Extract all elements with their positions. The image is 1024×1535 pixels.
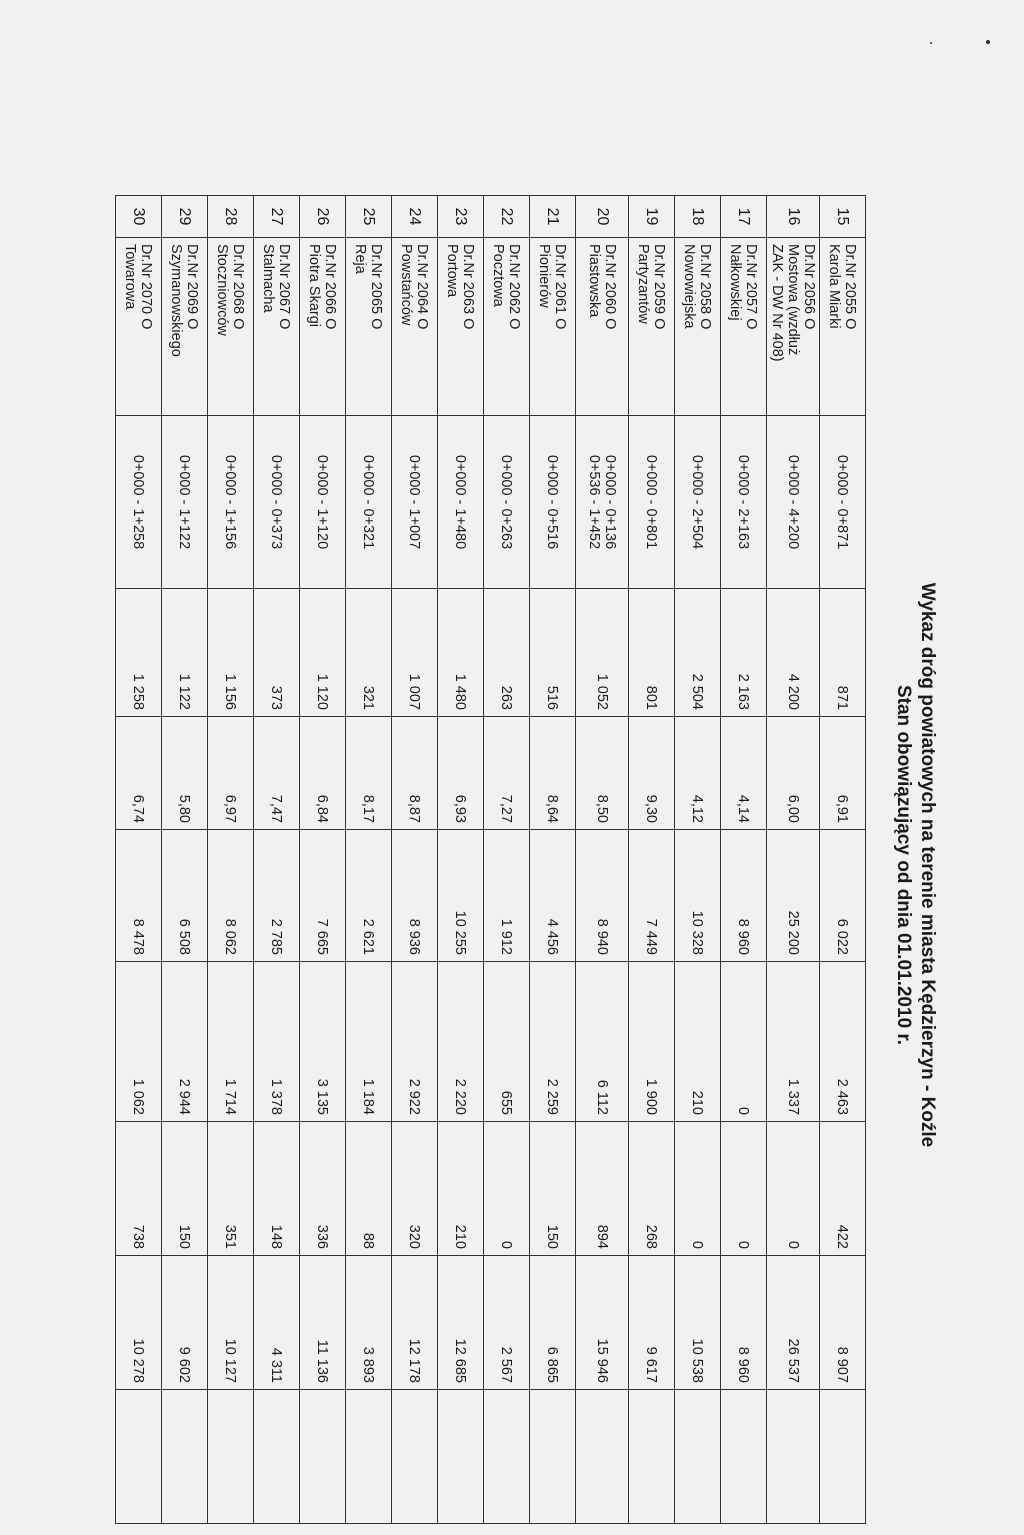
chainage-range: 0+000 - 0+321 xyxy=(360,454,377,550)
chainage-range: 0+000 - 1+156 xyxy=(222,454,239,550)
street-name: Mostowa (wzdłuż xyxy=(785,244,801,356)
chainage-range-cell xyxy=(438,416,484,589)
area-cell: 8 478 xyxy=(116,830,162,962)
chainage-range-cell xyxy=(208,416,254,589)
length-cell: 321 xyxy=(346,589,392,717)
chainage-range: 0+000 - 0+263 xyxy=(498,454,515,550)
road-number: Dr.Nr 2060 O xyxy=(602,244,618,330)
table-row xyxy=(346,196,392,1524)
chainage-range-cell xyxy=(629,416,675,589)
value-2-cell: 0 xyxy=(484,1122,530,1256)
road-number: Dr.Nr 2058 O xyxy=(697,244,714,330)
road-number: Dr.Nr 2056 O xyxy=(801,244,817,330)
width-cell: 4,14 xyxy=(721,717,767,830)
empty-cell xyxy=(820,1390,866,1524)
road-name-cell xyxy=(438,238,484,416)
width-cell: 8,17 xyxy=(346,717,392,830)
street-name: Powstańców xyxy=(398,244,415,326)
empty-cell xyxy=(721,1390,767,1524)
value-2-cell: 0 xyxy=(675,1122,721,1256)
value-2-cell: 0 xyxy=(721,1122,767,1256)
road-name-cell xyxy=(254,238,300,416)
street-name: Nowowiejska xyxy=(681,244,698,329)
road-name-cell xyxy=(721,238,767,416)
chainage-range-second: 0+536 - 1+452 xyxy=(586,454,602,550)
value-1-cell: 1 378 xyxy=(254,962,300,1122)
road-number: Dr.Nr 2063 O xyxy=(460,244,477,330)
road-name-cell xyxy=(162,238,208,416)
street-name: Partyzantów xyxy=(635,244,652,324)
value-1-cell: 210 xyxy=(675,962,721,1122)
road-name-cell xyxy=(767,238,820,416)
area-cell: 4 456 xyxy=(530,830,576,962)
street-name: Szymanowskiego xyxy=(168,244,185,357)
empty-cell xyxy=(629,1390,675,1524)
chainage-range: 0+000 - 1+007 xyxy=(406,454,423,550)
road-number: Dr.Nr 2069 O xyxy=(184,244,201,330)
width-cell: 6,91 xyxy=(820,717,866,830)
value-1-cell: 3 135 xyxy=(300,962,346,1122)
value-2-cell: 210 xyxy=(438,1122,484,1256)
width-cell: 6,84 xyxy=(300,717,346,830)
road-number: Dr.Nr 2062 O xyxy=(506,244,523,330)
area-cell: 8 940 xyxy=(576,830,629,962)
chainage-range-cell xyxy=(576,416,629,589)
street-name-continued: ZAK - DW Nr 408) xyxy=(769,244,785,362)
row-number: 29 xyxy=(162,196,208,238)
total-cell: 9 602 xyxy=(162,1256,208,1390)
chainage-range-cell xyxy=(300,416,346,589)
row-number: 20 xyxy=(576,196,629,238)
value-2-cell: 150 xyxy=(530,1122,576,1256)
row-number: 28 xyxy=(208,196,254,238)
table-row xyxy=(116,196,162,1524)
value-1-cell: 1 714 xyxy=(208,962,254,1122)
road-number: Dr.Nr 2057 O xyxy=(743,244,760,330)
street-name: Portowa xyxy=(444,244,461,298)
chainage-range-cell xyxy=(162,416,208,589)
value-1-cell: 2 259 xyxy=(530,962,576,1122)
road-number: Dr.Nr 2055 O xyxy=(842,244,859,330)
street-name: Karola Miarki xyxy=(826,244,843,329)
chainage-range-cell xyxy=(392,416,438,589)
chainage-range-cell xyxy=(530,416,576,589)
road-number: Dr.Nr 2064 O xyxy=(414,244,431,330)
area-cell: 6 022 xyxy=(820,830,866,962)
empty-cell xyxy=(162,1390,208,1524)
road-number: Dr.Nr 2061 O xyxy=(552,244,569,330)
total-cell: 4 311 xyxy=(254,1256,300,1390)
road-number: Dr.Nr 2059 O xyxy=(651,244,668,330)
row-number: 26 xyxy=(300,196,346,238)
length-cell: 1 480 xyxy=(438,589,484,717)
value-2-cell: 320 xyxy=(392,1122,438,1256)
value-1-cell: 1 337 xyxy=(767,962,820,1122)
area-cell: 8 960 xyxy=(721,830,767,962)
empty-cell xyxy=(530,1390,576,1524)
area-cell: 7 449 xyxy=(629,830,675,962)
roads-table xyxy=(115,195,866,1524)
length-cell: 516 xyxy=(530,589,576,717)
length-cell: 871 xyxy=(820,589,866,717)
road-name-cell xyxy=(820,238,866,416)
road-name-cell xyxy=(484,238,530,416)
document-header xyxy=(892,195,952,1535)
value-1-cell: 2 944 xyxy=(162,962,208,1122)
street-name: Piotra Skargi xyxy=(306,244,323,328)
document-subtitle: Stan obowiązujący od dnia 01.01.2010 r. xyxy=(893,684,914,1046)
length-cell: 1 007 xyxy=(392,589,438,717)
length-cell: 263 xyxy=(484,589,530,717)
table-row xyxy=(392,196,438,1524)
chainage-range: 0+000 - 0+373 xyxy=(268,454,285,550)
total-cell: 12 685 xyxy=(438,1256,484,1390)
length-cell: 1 120 xyxy=(300,589,346,717)
value-2-cell: 351 xyxy=(208,1122,254,1256)
chainage-range-cell xyxy=(820,416,866,589)
road-name-cell xyxy=(116,238,162,416)
scan-speck xyxy=(986,40,990,44)
table-row xyxy=(629,196,675,1524)
chainage-range: 0+000 - 1+258 xyxy=(130,454,147,550)
value-2-cell: 88 xyxy=(346,1122,392,1256)
length-cell: 801 xyxy=(629,589,675,717)
length-cell: 1 258 xyxy=(116,589,162,717)
road-name-cell xyxy=(629,238,675,416)
table-row xyxy=(484,196,530,1524)
value-1-cell: 655 xyxy=(484,962,530,1122)
road-name-cell xyxy=(530,238,576,416)
width-cell: 8,64 xyxy=(530,717,576,830)
total-cell: 26 537 xyxy=(767,1256,820,1390)
chainage-range: 0+000 - 1+122 xyxy=(176,454,193,550)
area-cell: 2 785 xyxy=(254,830,300,962)
row-number: 16 xyxy=(767,196,820,238)
chainage-range-cell xyxy=(675,416,721,589)
road-name-cell xyxy=(346,238,392,416)
street-name: Towarowa xyxy=(122,244,139,310)
street-name: Pionierów xyxy=(536,244,553,308)
table-row xyxy=(576,196,629,1524)
table-row xyxy=(208,196,254,1524)
row-number: 15 xyxy=(820,196,866,238)
value-1-cell: 1 062 xyxy=(116,962,162,1122)
total-cell: 11 136 xyxy=(300,1256,346,1390)
scan-speck xyxy=(930,42,932,44)
road-number: Dr.Nr 2066 O xyxy=(322,244,339,330)
width-cell: 6,93 xyxy=(438,717,484,830)
table-row xyxy=(675,196,721,1524)
document-title: Wykaz dróg powiatowych na terenie miasta Kędzierzyn - Koźle xyxy=(917,582,938,1148)
road-number: Dr.Nr 2070 O xyxy=(138,244,155,330)
total-cell: 8 907 xyxy=(820,1256,866,1390)
value-1-cell: 0 xyxy=(721,962,767,1122)
total-cell: 10 127 xyxy=(208,1256,254,1390)
value-2-cell: 268 xyxy=(629,1122,675,1256)
chainage-range: 0+000 - 0+801 xyxy=(643,454,660,550)
empty-cell xyxy=(576,1390,629,1524)
width-cell: 8,50 xyxy=(576,717,629,830)
area-cell: 8 936 xyxy=(392,830,438,962)
length-cell: 2 504 xyxy=(675,589,721,717)
table-row xyxy=(438,196,484,1524)
value-1-cell: 2 463 xyxy=(820,962,866,1122)
road-number: Dr.Nr 2065 O xyxy=(368,244,385,330)
chainage-range-cell xyxy=(767,416,820,589)
chainage-range: 0+000 - 2+163 xyxy=(735,454,752,550)
row-number: 24 xyxy=(392,196,438,238)
value-1-cell: 6 112 xyxy=(576,962,629,1122)
total-cell: 9 617 xyxy=(629,1256,675,1390)
row-number: 18 xyxy=(675,196,721,238)
width-cell: 6,00 xyxy=(767,717,820,830)
width-cell: 6,74 xyxy=(116,717,162,830)
width-cell: 7,47 xyxy=(254,717,300,830)
row-number: 17 xyxy=(721,196,767,238)
chainage-range: 0+000 - 1+120 xyxy=(314,454,331,550)
row-number: 30 xyxy=(116,196,162,238)
chainage-range-cell xyxy=(346,416,392,589)
chainage-range: 0+000 - 1+480 xyxy=(452,454,469,550)
total-cell: 15 946 xyxy=(576,1256,629,1390)
value-1-cell: 1 900 xyxy=(629,962,675,1122)
chainage-range-cell xyxy=(116,416,162,589)
street-name: Stoczniowców xyxy=(214,244,231,336)
value-1-cell: 2 220 xyxy=(438,962,484,1122)
area-cell: 10 328 xyxy=(675,830,721,962)
row-number: 23 xyxy=(438,196,484,238)
road-number: Dr.Nr 2068 O xyxy=(230,244,247,330)
rotated-document-page xyxy=(122,195,952,1535)
street-name: Stalmacha xyxy=(260,244,277,313)
length-cell: 2 163 xyxy=(721,589,767,717)
chainage-range-cell xyxy=(254,416,300,589)
total-cell: 8 960 xyxy=(721,1256,767,1390)
row-number: 19 xyxy=(629,196,675,238)
street-name: Piastowska xyxy=(586,244,602,318)
row-number: 27 xyxy=(254,196,300,238)
row-number: 22 xyxy=(484,196,530,238)
street-name: Pocztowa xyxy=(490,244,507,307)
road-number: Dr.Nr 2067 O xyxy=(276,244,293,330)
street-name: Nałkowskiej xyxy=(727,244,744,321)
width-cell: 5,80 xyxy=(162,717,208,830)
value-2-cell: 738 xyxy=(116,1122,162,1256)
road-name-cell xyxy=(208,238,254,416)
row-number: 21 xyxy=(530,196,576,238)
road-name-cell xyxy=(576,238,629,416)
chainage-range-cell xyxy=(721,416,767,589)
total-cell: 2 567 xyxy=(484,1256,530,1390)
table-row xyxy=(721,196,767,1524)
road-name-cell xyxy=(392,238,438,416)
area-cell: 7 665 xyxy=(300,830,346,962)
length-cell: 1 122 xyxy=(162,589,208,717)
road-name-cell xyxy=(675,238,721,416)
width-cell: 9,30 xyxy=(629,717,675,830)
area-cell: 2 621 xyxy=(346,830,392,962)
value-2-cell: 422 xyxy=(820,1122,866,1256)
area-cell: 6 508 xyxy=(162,830,208,962)
area-cell: 8 062 xyxy=(208,830,254,962)
length-cell: 4 200 xyxy=(767,589,820,717)
area-cell: 10 255 xyxy=(438,830,484,962)
empty-cell xyxy=(254,1390,300,1524)
value-2-cell: 336 xyxy=(300,1122,346,1256)
length-cell: 373 xyxy=(254,589,300,717)
empty-cell xyxy=(438,1390,484,1524)
empty-cell xyxy=(675,1390,721,1524)
area-cell: 1 912 xyxy=(484,830,530,962)
area-cell: 25 200 xyxy=(767,830,820,962)
value-1-cell: 2 922 xyxy=(392,962,438,1122)
chainage-range-cell xyxy=(484,416,530,589)
value-2-cell: 894 xyxy=(576,1122,629,1256)
empty-cell xyxy=(767,1390,820,1524)
table-row xyxy=(254,196,300,1524)
total-cell: 10 278 xyxy=(116,1256,162,1390)
chainage-range: 0+000 - 2+504 xyxy=(689,454,706,550)
street-name: Reja xyxy=(352,244,369,274)
table-row xyxy=(530,196,576,1524)
value-2-cell: 148 xyxy=(254,1122,300,1256)
width-cell: 7,27 xyxy=(484,717,530,830)
chainage-range: 0+000 - 0+871 xyxy=(834,454,851,550)
empty-cell xyxy=(208,1390,254,1524)
empty-cell xyxy=(484,1390,530,1524)
row-number: 25 xyxy=(346,196,392,238)
table-row xyxy=(820,196,866,1524)
total-cell: 10 538 xyxy=(675,1256,721,1390)
length-cell: 1 052 xyxy=(576,589,629,717)
value-2-cell: 0 xyxy=(767,1122,820,1256)
empty-cell xyxy=(346,1390,392,1524)
table-row xyxy=(767,196,820,1524)
road-name-cell xyxy=(300,238,346,416)
empty-cell xyxy=(300,1390,346,1524)
length-cell: 1 156 xyxy=(208,589,254,717)
value-1-cell: 1 184 xyxy=(346,962,392,1122)
value-2-cell: 150 xyxy=(162,1122,208,1256)
empty-cell xyxy=(392,1390,438,1524)
width-cell: 4,12 xyxy=(675,717,721,830)
chainage-range: 0+000 - 0+516 xyxy=(544,454,561,550)
empty-cell xyxy=(116,1390,162,1524)
table-row xyxy=(162,196,208,1524)
total-cell: 6 865 xyxy=(530,1256,576,1390)
chainage-range: 0+000 - 4+200 xyxy=(785,454,801,550)
width-cell: 8,87 xyxy=(392,717,438,830)
table-row xyxy=(300,196,346,1524)
total-cell: 3 893 xyxy=(346,1256,392,1390)
total-cell: 12 178 xyxy=(392,1256,438,1390)
chainage-range: 0+000 - 0+136 xyxy=(602,454,618,550)
width-cell: 6,97 xyxy=(208,717,254,830)
